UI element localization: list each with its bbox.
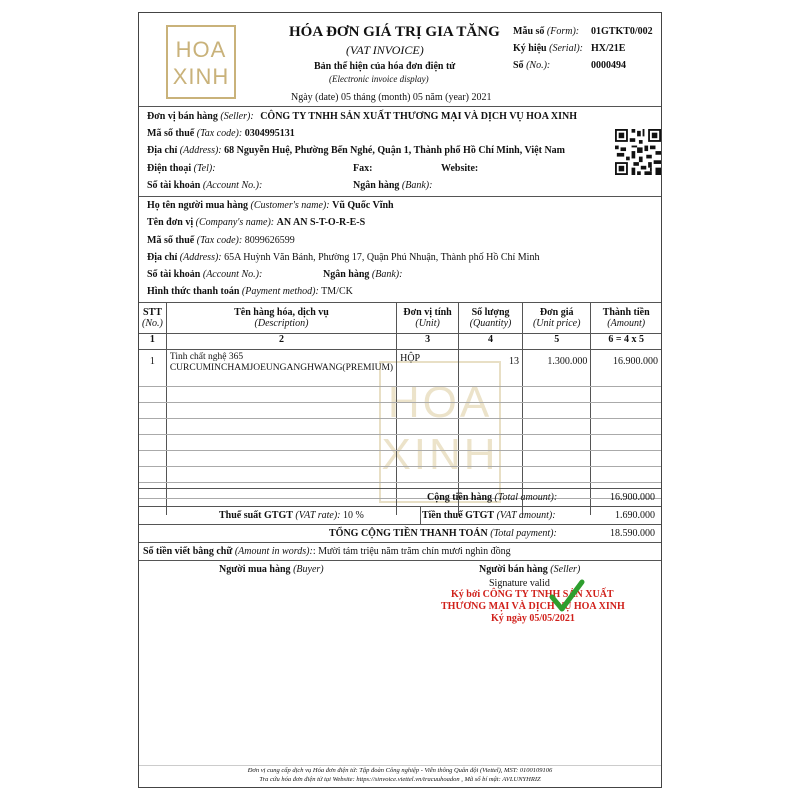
serial-label: Ký hiệu (Serial):: [513, 43, 584, 54]
divider: [139, 765, 661, 766]
invoice-date: Ngày (date) 05 tháng (month) 05 năm (year) 2021: [291, 92, 492, 103]
table-row-empty: [139, 435, 661, 451]
amount-in-words: Mười tám triệu năm trăm chín mươi nghìn đồng: [318, 546, 511, 557]
table-row-empty: [139, 387, 661, 403]
seller-address-row: Địa chỉ (Address): 68 Nguyễn Huệ, Phường Bến Nghé, Quận 1, Thành phố Hồ Chí Minh, Việt Nam: [147, 145, 565, 156]
hoa-xinh-logo: HOA XINH: [166, 25, 236, 99]
buyer-address-row: Địa chỉ (Address): 65A Huỳnh Văn Bánh, Phường 17, Quận Phú Nhuận, Thành phố Hồ Chí Minh: [147, 252, 540, 263]
number-value: 0000494: [591, 60, 626, 71]
hoa-xinh-watermark: HOA XINH: [379, 361, 501, 503]
seller-bank-row: Ngân hàng (Bank):: [353, 180, 433, 191]
seller-address: 68 Nguyễn Huệ, Phường Bến Nghé, Quận 1, Thành phố Hồ Chí Minh, Việt Nam: [224, 145, 565, 156]
divider: [420, 506, 421, 524]
seller-account-row: Số tài khoản (Account No.):: [147, 180, 263, 191]
buyer-payment-method: TM/CK: [321, 286, 353, 297]
table-row-empty: [139, 403, 661, 419]
col-header-no: STT (No.): [142, 307, 163, 329]
seller-name: CÔNG TY TNHH SẢN XUẤT THƯƠNG MẠI VÀ DỊCH VỤ HOA XINH: [260, 111, 577, 122]
divider: [139, 488, 661, 489]
divider: [139, 524, 661, 525]
divider: [139, 506, 661, 507]
item-description-line2: CURCUMINCHAMJOEUNGANGHWANG(PREMIUM): [169, 363, 394, 373]
item-unit: HỘP: [397, 350, 459, 387]
signed-by-line2: THƯƠNG MẠI VÀ DỊCH VỤ HOA XINH: [441, 601, 625, 612]
item-quantity: 13: [459, 350, 523, 387]
seller-tax-code: 0304995131: [244, 128, 295, 139]
footer-provider: Đơn vị cung cấp dịch vụ Hóa đơn điện tử: Tập đoàn Công nghiệp - Viễn thông Quân đội (Viettel), MST: 0100109106: [247, 767, 553, 774]
item-amount: 16.900.000: [591, 350, 661, 387]
signed-by-line1: Ký bởi CÔNG TY TNHH SẢN XUẤT: [451, 589, 614, 600]
number-label: Số (No.):: [513, 60, 551, 71]
buyer-payment-row: Hình thức thanh toán (Payment method): TM/CK: [147, 286, 353, 297]
invoice-title-en: (VAT INVOICE): [346, 43, 424, 57]
divider: [139, 106, 661, 107]
footer-lookup: Tra cứu hóa đơn điện tử tại Website: https://sinvoice.viettel.vn/tracuuhoadon , Mã số bí mật: AVLUNYHRIZ: [259, 776, 541, 783]
table-row-empty: [139, 467, 661, 483]
vat-amount-value: 1.690.000: [615, 510, 655, 521]
serial-value: HX/21E: [591, 43, 626, 54]
display-note: Bản thể hiện của hóa đơn điện tử: [314, 61, 456, 72]
col-header-quantity: Số lượng (Quantity): [459, 303, 523, 334]
seller-fax-label: Fax:: [353, 163, 373, 174]
amount-in-words-row: Số tiền viết bằng chữ (Amount in words):: Mười tám triệu năm trăm chín mươi nghìn đồng: [143, 546, 511, 557]
seller-website-label: Website:: [441, 163, 479, 174]
col-header-unit-price: Đơn giá (Unit price): [523, 303, 591, 334]
buyer-signature-label: Người mua hàng (Buyer): [219, 564, 324, 575]
col-header-amount: Thành tiền (Amount): [591, 303, 661, 334]
buyer-customer-name: Vũ Quốc Vĩnh: [332, 200, 394, 211]
vat-rate-row: Thuế suất GTGT (VAT rate): 10 %: [219, 510, 364, 521]
table-row-empty: [139, 451, 661, 467]
item-unit-price: 1.300.000: [523, 350, 591, 387]
table-row-empty: [139, 483, 661, 499]
divider: [139, 196, 661, 197]
buyer-tax-row: Mã số thuế (Tax code): 8099626599: [147, 235, 295, 246]
grand-total-value: 18.590.000: [610, 528, 655, 539]
col-header-description: Tên hàng hóa, dịch vụ (Description): [166, 303, 396, 334]
buyer-company-name: AN AN S-T-O-R-E-S: [276, 217, 366, 228]
seller-name-row: Đơn vị bán hàng (Seller): CÔNG TY TNHH SẢN XUẤT THƯƠNG MẠI VÀ DỊCH VỤ HOA XINH: [147, 111, 577, 122]
divider: [139, 560, 661, 561]
table-row: 1 Tinh chất nghệ 365 CURCUMINCHAMJOEUNGANGHWANG(PREMIUM) HỘP 13 1.300.000 16.900.000: [139, 350, 661, 387]
col-header-unit: Đơn vị tính (Unit): [397, 303, 459, 334]
grand-total-label: TỔNG CỘNG TIỀN THANH TOÁN (Total payment):: [329, 528, 557, 539]
vat-amount-label: Tiền thuế GTGT (VAT amount):: [422, 510, 556, 521]
buyer-bank-row: Ngân hàng (Bank):: [323, 269, 403, 280]
vat-rate-value: 10 %: [343, 510, 364, 521]
divider: [139, 542, 661, 543]
signature-valid-text: Signature valid: [489, 578, 550, 589]
signed-date: Ký ngày 05/05/2021: [491, 613, 575, 624]
table-number-row: 1 2 3 4 5 6 = 4 x 5: [139, 334, 661, 350]
item-description-line1: Tinh chất nghệ 365: [169, 352, 244, 362]
seller-tax-row: Mã số thuế (Tax code): 0304995131: [147, 128, 295, 139]
buyer-customer-row: Họ tên người mua hàng (Customer's name): Vũ Quốc Vĩnh: [147, 200, 394, 211]
table-header-row: [139, 303, 661, 334]
buyer-address: 65A Huỳnh Văn Bánh, Phường 17, Quận Phú Nhuận, Thành phố Hồ Chí Minh: [224, 252, 540, 263]
buyer-tax-code: 8099626599: [244, 235, 295, 246]
subtotal-label: Cộng tiền hàng (Total amount):: [427, 492, 558, 503]
form-value: 01GTKT0/002: [591, 26, 653, 37]
seller-signature-label: Người bán hàng (Seller): [479, 564, 581, 575]
buyer-company-row: Tên đơn vị (Company's name): AN AN S-T-O-R-E-S: [147, 217, 366, 228]
qr-code-icon: [615, 129, 661, 175]
buyer-account-row: Số tài khoản (Account No.):: [147, 269, 263, 280]
subtotal-value: 16.900.000: [610, 492, 655, 503]
invoice-title: HÓA ĐƠN GIÁ TRỊ GIA TĂNG: [289, 24, 500, 40]
signature-check-icon: [549, 579, 585, 613]
display-note-en: (Electronic invoice display): [329, 74, 429, 84]
form-label: Mẫu số (Form):: [513, 26, 580, 37]
items-table: [139, 303, 661, 515]
invoice-sheet: [138, 12, 662, 788]
table-row-empty: [139, 419, 661, 435]
seller-tel-row: Điện thoại (Tel):: [147, 163, 216, 174]
